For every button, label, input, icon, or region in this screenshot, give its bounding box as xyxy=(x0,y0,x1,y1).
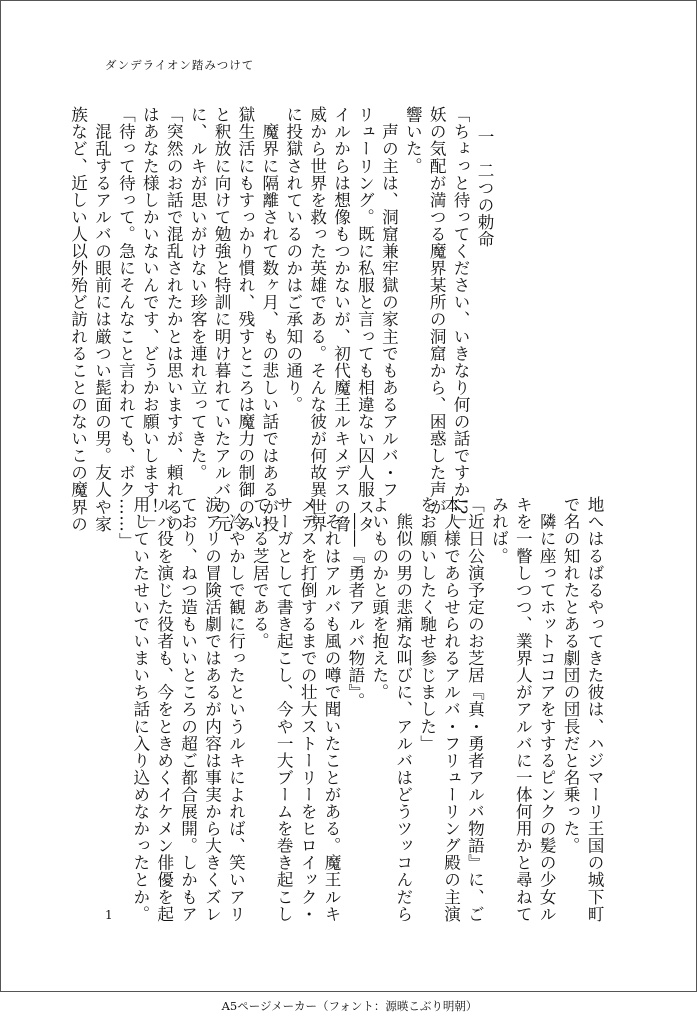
upper-text-block xyxy=(66,106,496,550)
text-line: と釈放に向けて勉強と特訓に明け暮れていたアルバの元 xyxy=(212,106,232,533)
text-line: よいものかと頭を抱えた。 xyxy=(369,496,389,701)
text-line: ている芝居である。 xyxy=(250,496,270,650)
lower-text-block xyxy=(128,496,606,923)
text-line: 「待って待って。急にそんなこと言われても、ボク……」 xyxy=(116,106,136,550)
text-line: をお願いしたく馳せ参じました」 xyxy=(417,496,437,752)
text-line: 涙アリの冒険活劇ではあるが内容は事実から大きくズレ xyxy=(202,496,222,923)
text-line: に、ルキが思いがけない珍客を連れ立ってきた。 xyxy=(188,106,208,482)
text-line: 地へはるばるやってきた彼は、ハジマーリ王国の城下町 xyxy=(585,496,604,923)
running-head: ダンデライオン踏みつけて xyxy=(105,58,255,72)
page-number: 1 xyxy=(105,908,113,922)
text-line: 冷やかしで観に行ったというルキによれば、笑いアリ xyxy=(226,496,246,923)
text-line: みれば。 xyxy=(489,496,509,565)
text-line: 妖の気配が満つる魔界某所の洞窟から、困惑した声が xyxy=(427,106,447,516)
chapter-title: 一 二つの勅命 xyxy=(475,128,494,248)
text-line: 「突然のお話で混乱されたかとは思いますが、頼れるの xyxy=(164,106,184,533)
text-line: 獄生活にもすっかり慣れ、残すところは魔力の制御のみ xyxy=(235,106,255,533)
text-line: 威から世界を救った英雄である。そんな彼が何故異世界 xyxy=(307,106,327,533)
text-line: 用していたせいでいまいち話に入り込めなかったとか。 xyxy=(130,496,150,923)
text-line: ており、ねつ造もいいところの超ご都合展開。しかもア xyxy=(178,496,198,923)
text-line: 「ちょっと待ってください、いきなり何の話ですか!?」 xyxy=(451,106,471,532)
text-line: イルからは想像もつかないが、初代魔王ルキメデスの脅 xyxy=(331,106,351,533)
text-line: はあなた様しかいないんです、どうかお願いします！」 xyxy=(140,106,160,533)
text-line: 声の主は、洞窟兼牢獄の家主でもあるアルバ・フ xyxy=(379,106,399,499)
text-line: 熊似の男の悲痛な叫びに、アルバはどうツッコんだら xyxy=(393,496,413,923)
text-line: 隣に座ってホットココアをすするピンクの髪の少女ル xyxy=(537,496,557,923)
text-line: 「近日公演予定のお芝居『真・勇者アルバ物語』に、ご xyxy=(465,496,485,923)
text-line: ――『勇者アルバ物語』。 xyxy=(345,496,365,710)
text-line: 族など、近しい人以外殆ど訪れることのないこの魔界の xyxy=(68,106,88,533)
text-line: メデスを打倒するまでの壮大ストーリーをヒロイック・ xyxy=(298,496,318,923)
text-line: リューリング。既に私服と言っても相違ない囚人服スタ xyxy=(355,106,375,533)
text-line: 混乱するアルバの眼前には厳つい髭面の男。友人や家 xyxy=(92,106,112,533)
text-line: 響いた。 xyxy=(403,106,423,175)
text-line: 本人様であらせられるアルバ・フリューリング殿の主演 xyxy=(441,496,461,923)
text-line: それはアルバも風の噂で聞いたことがある。魔王ルキ xyxy=(322,496,342,923)
text-line: サーガとして書き起こし、今や一大ブームを巻き起こし xyxy=(274,496,294,923)
text-line: に投獄されているのかはご承知の通り。 xyxy=(283,106,303,413)
footer-caption: A5ページメーカー（フォント：源暎こぶり明朝） xyxy=(221,999,478,1013)
text-line: キを一瞥しつつ、業界人がアルバに一体何用かと尋ねて xyxy=(513,496,533,923)
text-line: 魔界に隔離されて数ヶ月、もの悲しい話ではあるが投 xyxy=(259,106,279,533)
text-line: ルバ役を演じた役者も、今をときめくイケメン俳優を起 xyxy=(154,496,174,923)
text-line: で名の知れたとある劇団の団長だと名乗った。 xyxy=(561,496,581,855)
